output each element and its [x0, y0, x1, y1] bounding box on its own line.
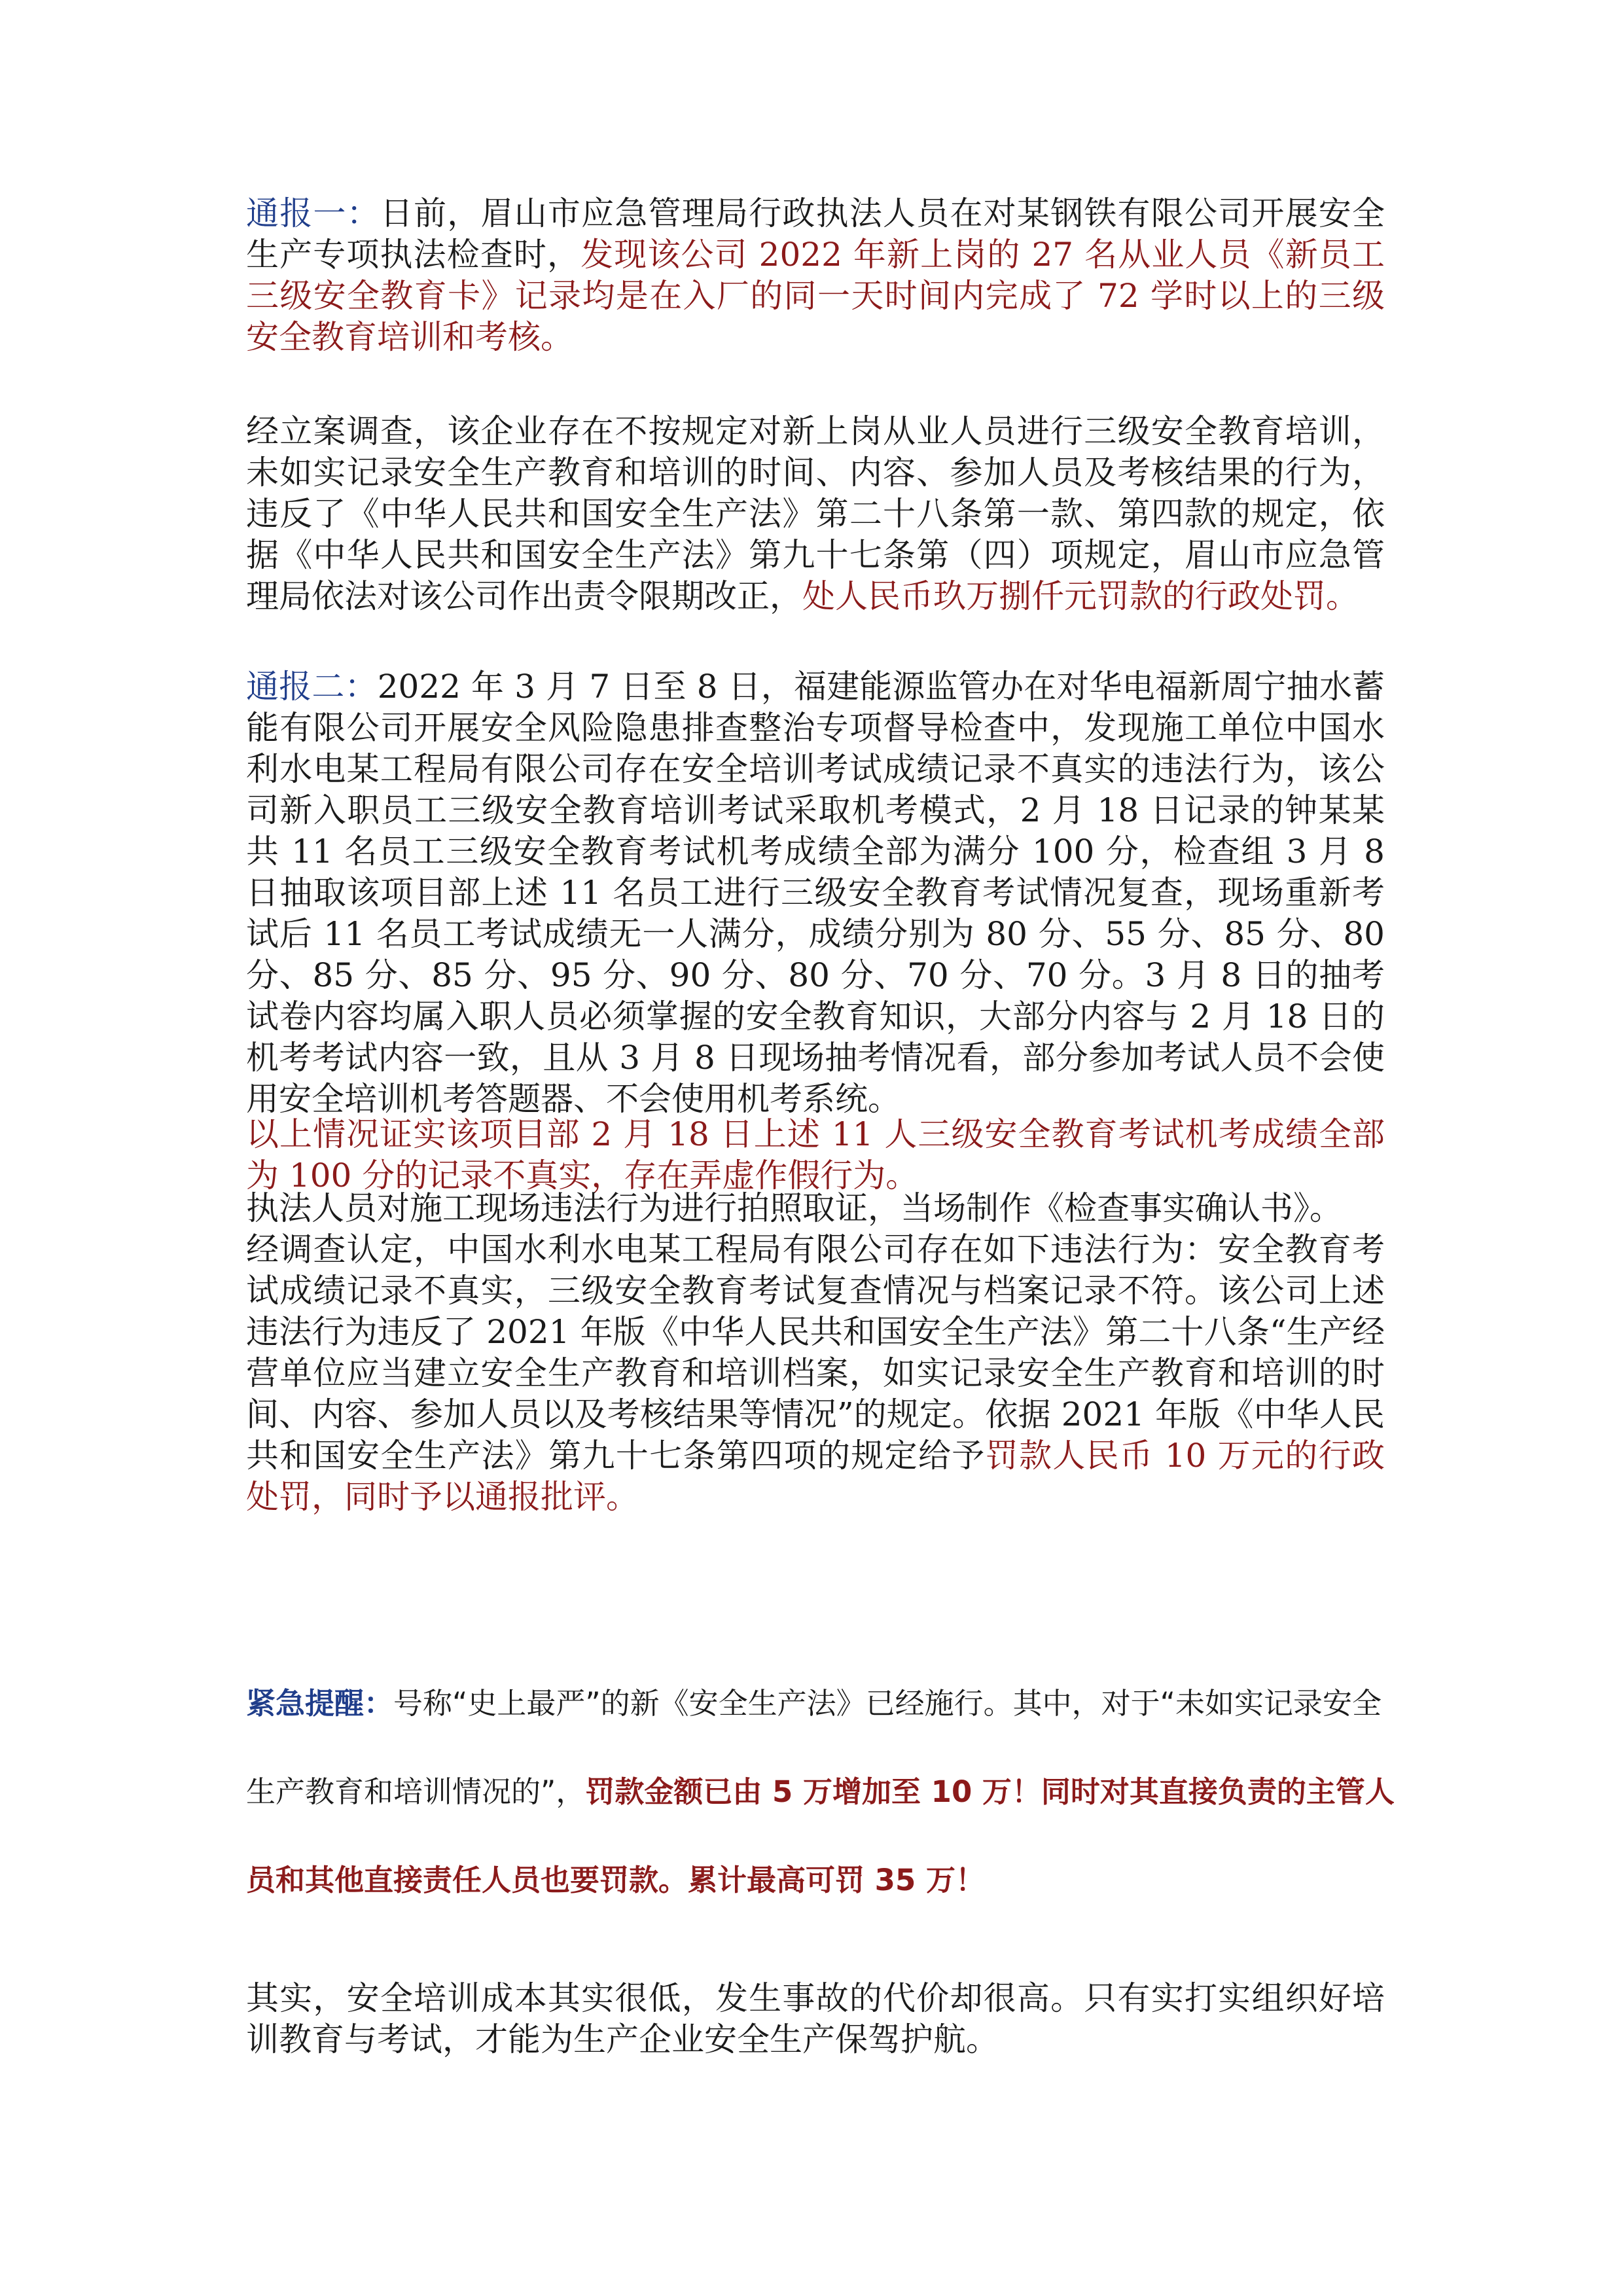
investigation-one-highlight: 处人民币玖万捌仟元罚款的行政处罚。: [802, 577, 1359, 615]
ruling-two-text: 经调查认定，中国水利水电某工程局有限公司存在如下违法行为：安全教育考试成绩记录不真实，三级安全教育考试复查情况与档案记录不符。该公司上述违法行为违反了 2021 年版《中华人民共和国安全生产法》第二十八条“生产经营单位应当建立安全生产教育和培训档案，如实记录安全生产教育和培训的时间、内容、参加人员以及考核结果等情况”的规定。依据 2021 年版《中华人民共和国安全生产法》第九十七条第四项的规定给予: [246, 1230, 1385, 1475]
evidence-two-text: 执法人员对施工现场违法行为进行拍照取证，当场制作《检查事实确认书》。: [246, 1189, 1342, 1227]
finding-two-paragraph: [246, 1114, 1385, 1196]
closing-text: 其实，安全培训成本其实很低，发生事故的代价却很高。只有实打实组织好培训教育与考试，才能为生产企业安全生产保驾护航。: [246, 1979, 1385, 2058]
notice-one-label: 通报一：: [246, 194, 380, 232]
notice-two-label: 通报二：: [246, 668, 378, 706]
notice-one-paragraph: [246, 193, 1385, 358]
notice-one-highlight: 发现该公司 2022 年新上岗的 27 名从业人员《新员工三级安全教育卡》记录均是在入厂的同一天时间内完成了 72 学时以上的三级安全教育培训和考核。: [246, 236, 1385, 356]
urgent-alert-paragraph: [246, 1659, 1398, 1924]
urgent-alert-text: 号称“史上最严”的新《安全生产法》已经施行。其中，对于“未如实记录安全生产教育和培训情况的”，: [246, 1686, 1382, 1809]
urgent-alert-label: 紧急提醒：: [246, 1686, 394, 1721]
finding-two-highlight: 以上情况证实该项目部 2 月 18 日上述 11 人三级安全教育考试机考成绩全部为 100 分的记录不真实，存在弄虚作假行为。: [246, 1115, 1385, 1194]
notice-two-paragraph: [246, 666, 1385, 1120]
investigation-one-text: 经立案调查，该企业存在不按规定对新上岗从业人员进行三级安全教育培训，未如实记录安全生产教育和培训的时间、内容、参加人员及考核结果的行为，违反了《中华人民共和国安全生产法》第二十八条第一款、第四款的规定，依据《中华人民共和国安全生产法》第九十七条第（四）项规定，眉山市应急管理局依法对该公司作出责令限期改正，: [246, 412, 1385, 615]
evidence-two-paragraph: [246, 1188, 1385, 1229]
investigation-one-paragraph: [246, 411, 1385, 617]
notice-two-text: 2022 年 3 月 7 日至 8 日，福建能源监管办在对华电福新周宁抽水蓄能有限公司开展安全风险隐患排查整治专项督导检查中，发现施工单位中国水利水电某工程局有限公司存在安全培训考试成绩记录不真实的违法行为，该公司新入职员工三级安全教育培训考试采取机考模式，2 月 18 日记录的钟某某共 11 名员工三级安全教育考试机考成绩全部为满分 100 分，检查组 3 月 8 日抽取该项目部上述 11 名员工进行三级安全教育考试情况复查，现场重新考试后 11 名员工考试成绩无一人满分，成绩分别为 80 分、55 分、85 分、80 分、85 分、85 分、95 分、90 分、80 分、70 分、70 分。3 月 8 日的抽考试卷内容均属入职人员必须掌握的安全教育知识，大部分内容与 2 月 18 日的机考考试内容一致，且从 3 月 8 日现场抽考情况看，部分参加考试人员不会使用安全培训机考答题器、不会使用机考系统。: [246, 668, 1385, 1118]
urgent-alert-highlight: 罚款金额已由 5 万增加至 10 万！同时对其直接负责的主管人员和其他直接责任人员也要罚款。累计最高可罚 35 万！: [246, 1774, 1395, 1897]
closing-paragraph: [246, 1978, 1385, 2060]
ruling-two-paragraph: [246, 1229, 1385, 1518]
notice-one-text: 日前，眉山市应急管理局行政执法人员在对某钢铁有限公司开展安全生产专项执法检查时，: [246, 194, 1385, 274]
ruling-two-highlight: 罚款人民币 10 万元的行政处罚，同时予以通报批评。: [246, 1437, 1385, 1516]
